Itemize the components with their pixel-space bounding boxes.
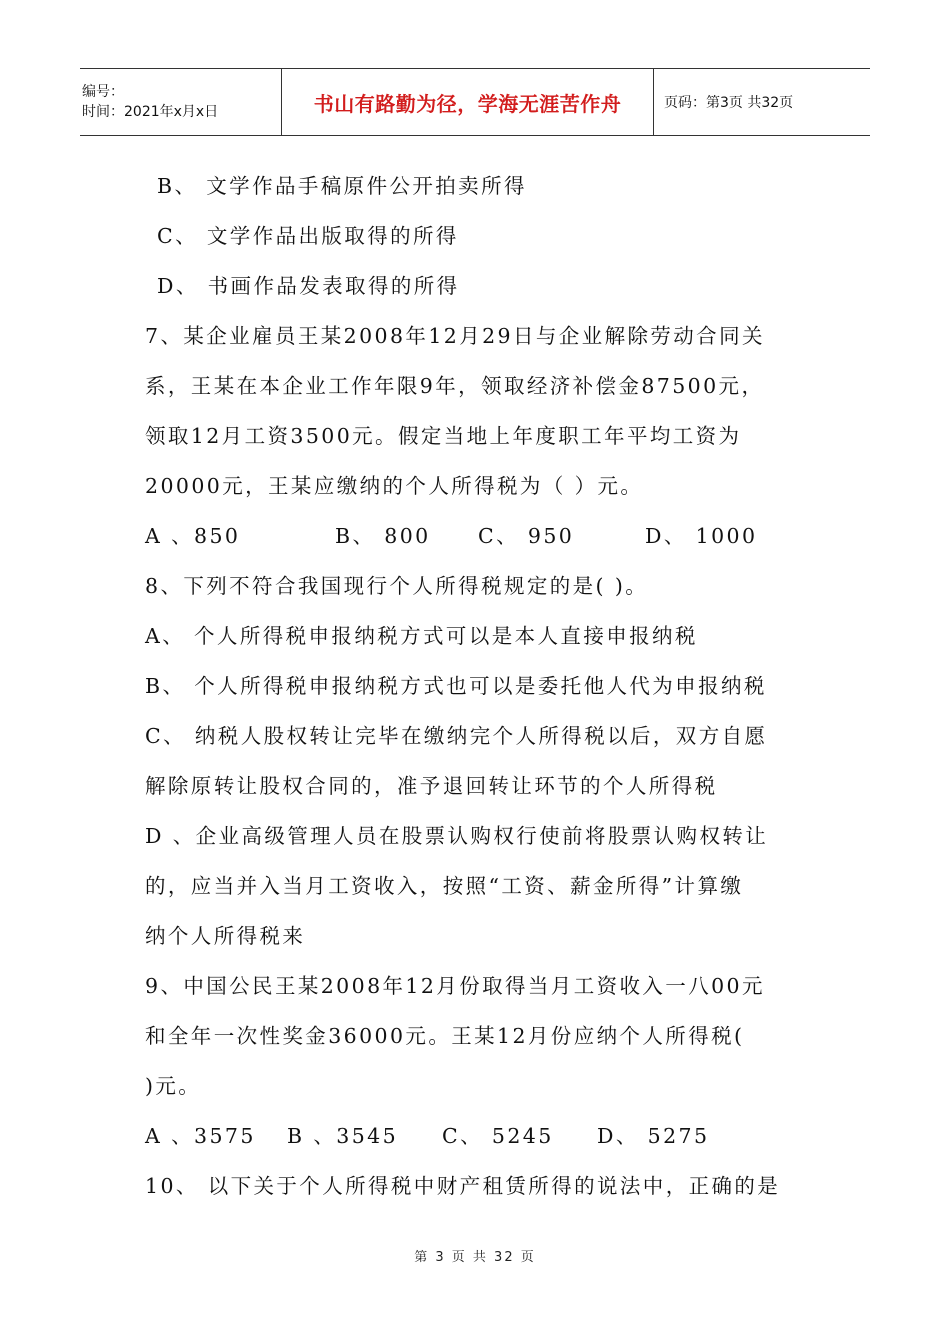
option-line: D 、企业高级管理人员在股票认购权行使前将股票认购权转让 [145, 824, 769, 848]
document-date: 时间：2021年x月x日 [82, 104, 219, 120]
option-line: B、 文学作品手稿原件公开拍卖所得 [157, 174, 527, 198]
document-number-label: 编号： [82, 84, 124, 100]
option-line: C、 文学作品出版取得的所得 [157, 224, 459, 248]
question-line: 领取12月工资3500元。假定当地上年度职工年平均工资为 [145, 424, 742, 448]
option-b: B、 800 [335, 524, 431, 548]
header-motto: 书山有路勤为径，学海无涯苦作舟 [313, 91, 622, 116]
option-d: D、 5275 [597, 1124, 710, 1148]
q7-options-row [145, 511, 815, 561]
option-a: A 、850 [145, 524, 241, 548]
page-footer: 第 3 页 共 32 页 [414, 1250, 536, 1265]
option-d: D、 1000 [645, 524, 758, 548]
option-line: B、 个人所得税申报纳税方式也可以是委托他人代为申报纳税 [145, 674, 767, 698]
question-line: 和全年一次性奖金36000元。王某12月份应纳个人所得税( [145, 1024, 745, 1048]
option-line: C、 纳税人股权转让完毕在缴纳完个人所得税以后，双方自愿 [145, 724, 768, 748]
document-body [145, 161, 815, 1211]
question-line: 20000元，王某应缴纳的个人所得税为（ ）元。 [145, 474, 644, 498]
q9-options-row [145, 1111, 815, 1161]
option-line: 解除原转让股权合同的，准予退回转让环节的个人所得税 [145, 774, 718, 798]
question-line: 系，王某在本企业工作年限9年，领取经济补偿金87500元， [145, 374, 765, 398]
option-a: A 、3575 [145, 1124, 256, 1148]
option-line: A、 个人所得税申报纳税方式可以是本人直接申报纳税 [145, 624, 698, 648]
option-line: 纳个人所得税来 [145, 924, 306, 948]
option-line: 的，应当并入当月工资收入，按照“工资、薪金所得”计算缴 [145, 874, 744, 898]
header-page-cell [654, 69, 870, 135]
option-line: D、 书画作品发表取得的所得 [157, 274, 460, 298]
page-header [80, 68, 870, 136]
question-line: 9、中国公民王某2008年12月份取得当月工资收入一八00元 [145, 974, 765, 998]
question-line: )元。 [145, 1074, 202, 1098]
question-line: 8、下列不符合我国现行个人所得税规定的是( )。 [145, 574, 649, 598]
question-line: 10、 以下关于个人所得税中财产租赁所得的说法中，正确的是 [145, 1174, 781, 1198]
header-motto-cell [282, 69, 654, 135]
header-page-number: 页码：第3页 共32页 [664, 95, 794, 111]
option-c: C、 5245 [442, 1124, 554, 1148]
question-line: 7、某企业雇员王某2008年12月29日与企业解除劳动合同关 [145, 324, 765, 348]
header-meta [80, 69, 282, 135]
option-c: C、 950 [478, 524, 575, 548]
option-b: B 、3545 [287, 1124, 399, 1148]
